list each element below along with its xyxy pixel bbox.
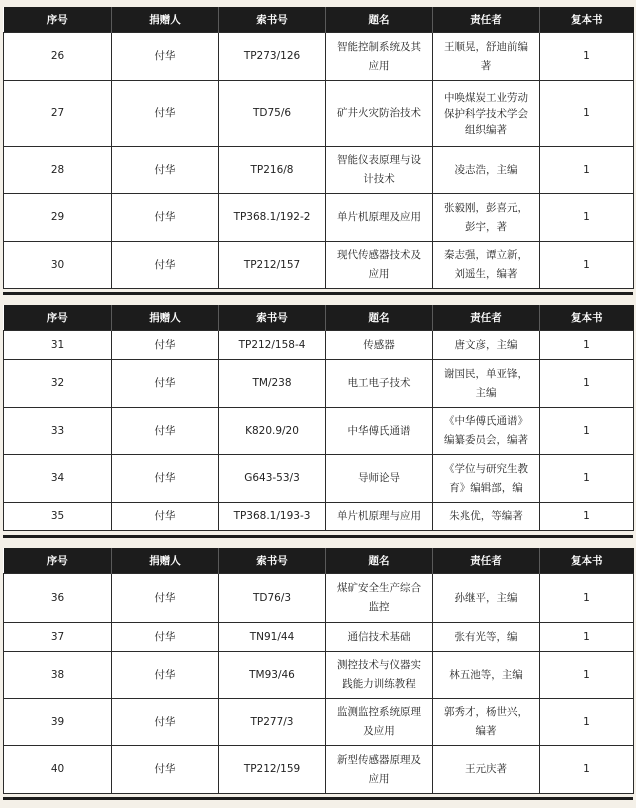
header-author: 责任者 [433, 305, 540, 331]
header-call-number: 索书号 [219, 7, 326, 33]
table-row [4, 81, 634, 147]
cell-no: 34 [4, 455, 112, 503]
cell-call-number: TP212/157 [219, 242, 326, 289]
cell-call-number: TD75/6 [219, 81, 326, 147]
header-title: 题名 [326, 7, 433, 33]
table-row [4, 746, 634, 794]
cell-author: 谢国民，单亚锋，主编 [433, 360, 540, 408]
cell-call-number: TP216/8 [219, 147, 326, 194]
cell-donor: 付华 [112, 455, 219, 503]
cell-title: 新型传感器原理及应用 [326, 746, 433, 794]
cell-title: 中华傅氏通谱 [326, 408, 433, 455]
cell-donor: 付华 [112, 331, 219, 360]
cell-copies: 1 [540, 331, 634, 360]
cell-copies: 1 [540, 455, 634, 503]
cell-no: 40 [4, 746, 112, 794]
cell-no: 28 [4, 147, 112, 194]
cell-copies: 1 [540, 746, 634, 794]
donation-table-3 [3, 548, 634, 794]
table-row [4, 574, 634, 623]
cell-donor: 付华 [112, 699, 219, 746]
cell-copies: 1 [540, 623, 634, 652]
cell-no: 31 [4, 331, 112, 360]
cell-no: 30 [4, 242, 112, 289]
cell-no: 26 [4, 33, 112, 81]
cell-no: 38 [4, 652, 112, 699]
cell-title: 矿井火灾防治技术 [326, 81, 433, 147]
table-divider [3, 292, 633, 295]
header-donor: 捐赠人 [112, 7, 219, 33]
cell-title: 导师论导 [326, 455, 433, 503]
cell-copies: 1 [540, 81, 634, 147]
cell-title: 测控技术与仪器实践能力训练教程 [326, 652, 433, 699]
header-no: 序号 [4, 305, 112, 331]
cell-title: 通信技术基础 [326, 623, 433, 652]
cell-title: 监测监控系统原理及应用 [326, 699, 433, 746]
header-no: 序号 [4, 548, 112, 574]
cell-donor: 付华 [112, 194, 219, 242]
cell-donor: 付华 [112, 746, 219, 794]
cell-donor: 付华 [112, 503, 219, 531]
header-row [4, 305, 634, 331]
cell-copies: 1 [540, 360, 634, 408]
cell-copies: 1 [540, 408, 634, 455]
cell-donor: 付华 [112, 408, 219, 455]
header-copies: 复本书 [540, 305, 634, 331]
cell-author: 中唤煤炭工业劳动保护科学技术学会组织编著 [433, 81, 540, 147]
cell-no: 36 [4, 574, 112, 623]
cell-call-number: TN91/44 [219, 623, 326, 652]
cell-title: 煤矿安全生产综合监控 [326, 574, 433, 623]
cell-author: 王顺晃，舒迪前编著 [433, 33, 540, 81]
header-copies: 复本书 [540, 548, 634, 574]
cell-author: 《学位与研究生教育》编辑部，编 [433, 455, 540, 503]
cell-no: 39 [4, 699, 112, 746]
table-row [4, 699, 634, 746]
header-author: 责任者 [433, 7, 540, 33]
cell-copies: 1 [540, 652, 634, 699]
cell-author: 凌志浩，主编 [433, 147, 540, 194]
header-title: 题名 [326, 548, 433, 574]
cell-no: 33 [4, 408, 112, 455]
cell-call-number: TP277/3 [219, 699, 326, 746]
header-row [4, 548, 634, 574]
cell-no: 37 [4, 623, 112, 652]
header-row [4, 7, 634, 33]
cell-title: 智能仪表原理与设计技术 [326, 147, 433, 194]
cell-donor: 付华 [112, 81, 219, 147]
cell-title: 传感器 [326, 331, 433, 360]
cell-donor: 付华 [112, 360, 219, 408]
table-row [4, 455, 634, 503]
table-row [4, 623, 634, 652]
cell-author: 《中华傅氏通谱》编纂委员会，编著 [433, 408, 540, 455]
cell-no: 27 [4, 81, 112, 147]
table-row [4, 503, 634, 531]
cell-author: 张有光等，编 [433, 623, 540, 652]
cell-donor: 付华 [112, 33, 219, 81]
table-row [4, 652, 634, 699]
cell-author: 郭秀才，杨世兴，编著 [433, 699, 540, 746]
table-divider [3, 535, 633, 538]
cell-no: 29 [4, 194, 112, 242]
header-no: 序号 [4, 7, 112, 33]
cell-copies: 1 [540, 242, 634, 289]
cell-call-number: TD76/3 [219, 574, 326, 623]
cell-no: 32 [4, 360, 112, 408]
cell-copies: 1 [540, 699, 634, 746]
cell-call-number: TP273/126 [219, 33, 326, 81]
cell-author: 孙继平，主编 [433, 574, 540, 623]
table-row [4, 408, 634, 455]
cell-author: 张毅刚，彭喜元，彭宇，著 [433, 194, 540, 242]
cell-copies: 1 [540, 503, 634, 531]
cell-copies: 1 [540, 194, 634, 242]
header-call-number: 索书号 [219, 305, 326, 331]
table-row [4, 242, 634, 289]
table-row [4, 33, 634, 81]
cell-author: 王元庆著 [433, 746, 540, 794]
donation-table-2 [3, 305, 634, 531]
cell-title: 电工电子技术 [326, 360, 433, 408]
table-row [4, 194, 634, 242]
cell-author: 秦志强，谭立新，刘遥生，编著 [433, 242, 540, 289]
table-divider [3, 797, 633, 800]
cell-donor: 付华 [112, 574, 219, 623]
cell-call-number: G643-53/3 [219, 455, 326, 503]
cell-author: 唐文彦，主编 [433, 331, 540, 360]
cell-title: 单片机原理及应用 [326, 194, 433, 242]
cell-title: 现代传感器技术及应用 [326, 242, 433, 289]
cell-copies: 1 [540, 33, 634, 81]
cell-donor: 付华 [112, 652, 219, 699]
donation-table-1 [3, 7, 634, 289]
cell-call-number: TP212/159 [219, 746, 326, 794]
cell-copies: 1 [540, 574, 634, 623]
header-call-number: 索书号 [219, 548, 326, 574]
cell-copies: 1 [540, 147, 634, 194]
cell-author: 朱兆优，等编著 [433, 503, 540, 531]
cell-call-number: TM/238 [219, 360, 326, 408]
header-title: 题名 [326, 305, 433, 331]
cell-title: 单片机原理与应用 [326, 503, 433, 531]
cell-call-number: K820.9/20 [219, 408, 326, 455]
cell-donor: 付华 [112, 147, 219, 194]
cell-title: 智能控制系统及其应用 [326, 33, 433, 81]
cell-no: 35 [4, 503, 112, 531]
header-author: 责任者 [433, 548, 540, 574]
table-row [4, 331, 634, 360]
cell-call-number: TP212/158-4 [219, 331, 326, 360]
cell-author: 林五池等，主编 [433, 652, 540, 699]
cell-call-number: TM93/46 [219, 652, 326, 699]
cell-call-number: TP368.1/193-3 [219, 503, 326, 531]
table-row [4, 147, 634, 194]
cell-call-number: TP368.1/192-2 [219, 194, 326, 242]
header-copies: 复本书 [540, 7, 634, 33]
cell-donor: 付华 [112, 623, 219, 652]
header-donor: 捐赠人 [112, 305, 219, 331]
cell-donor: 付华 [112, 242, 219, 289]
table-row [4, 360, 634, 408]
header-donor: 捐赠人 [112, 548, 219, 574]
